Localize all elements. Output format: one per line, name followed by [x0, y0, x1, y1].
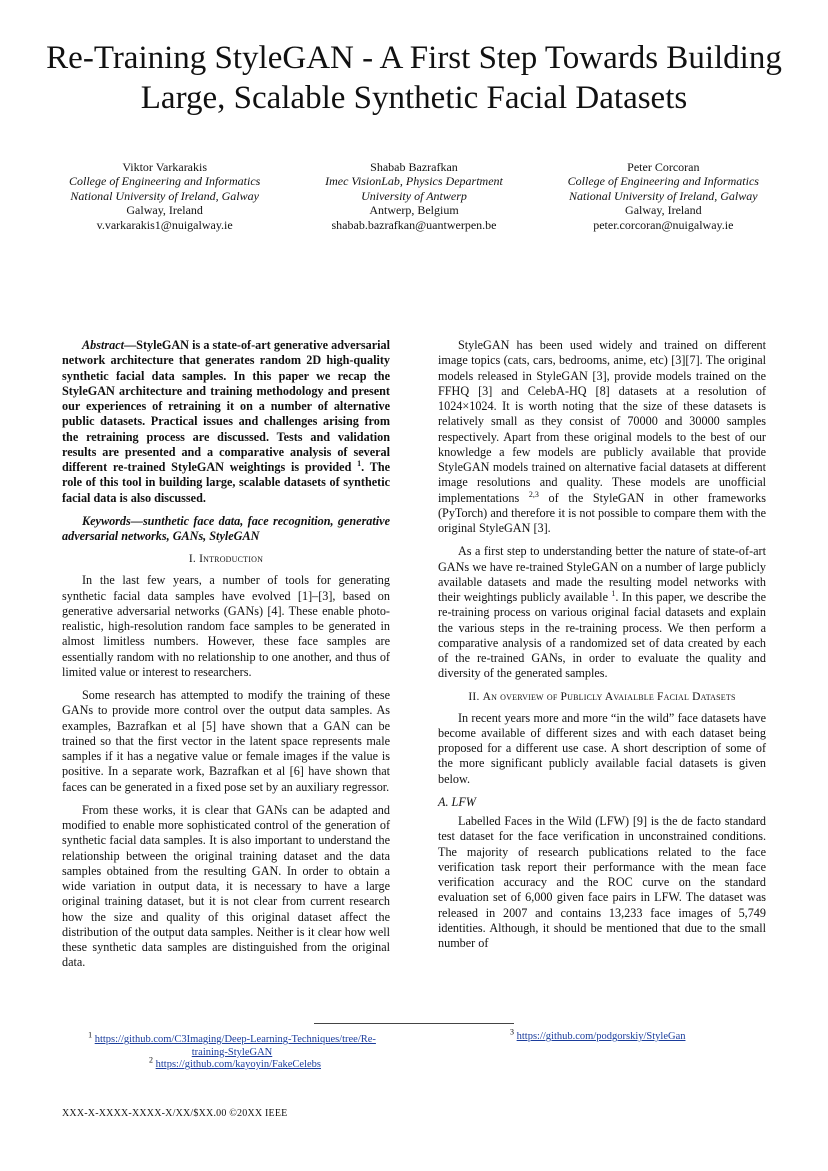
author-affiliation: College of Engineering and Informatics	[567, 174, 759, 189]
section-heading-introduction: I. Introduction	[188, 553, 264, 566]
paragraph: In recent years more and more “in the wild” face datasets have become available of different sizes and with each dataset being proposed for a different use case. A short description of some of the more significant publicly available facial datasets is given below.	[438, 710, 766, 786]
keywords: Keywords—sunthetic face data, face recognition, generative adversarial networks, GANs, StyleGAN	[62, 513, 390, 543]
author-block	[40, 160, 788, 232]
left-column	[62, 338, 390, 971]
author-affiliation: College of Engineering and Informatics	[69, 174, 261, 189]
paragraph: From these works, it is clear that GANs can be adapted and modified to enable more sophisticated control of the generation of synthetic facial data samples. It is also important to understand the relationship between the original training dataset and the data samples obtained from the resulting GAN. In order to obtain a wide variation in output data, it is necessary to have a large original training dataset, but it is not clear from current research how the size and quality of this original dataset affect the distribution of the output data samples. Neither is it clear how well these synthetic data samples are distinguished from the original data.	[62, 802, 390, 970]
author-affiliation: National University of Ireland, Galway	[70, 188, 259, 203]
footnote-1: $^1$ https://github.com/C3Imaging/Deep-Learning-Techniques/tree/Re-training-StyleGAN	[88, 1030, 376, 1058]
author-name: Shabab Bazrafkan	[370, 160, 458, 174]
paragraph: As a first step to understanding better the nature of state-of-art GANs we have re-trained StyleGAN on a number of large publicly available datasets and made the resulting model networks with their weightings publicly available $^1$. In this paper, we describe the re-training process on various original facial datasets and explain the various steps in the re-training process. We then perform a comparative analysis of a randomized set of data created by each of the re-trained GANs, in order to evaluate the quality and diversity of the generated samples.	[438, 544, 766, 681]
author-email: v.varkarakis1@nuigalway.ie	[96, 217, 233, 232]
section-heading-overview: II. An overview of Publicly Avaialble Facial Datasets	[468, 690, 736, 703]
author-3	[539, 160, 788, 232]
footnote-link[interactable]: https://github.com/kayoyin/FakeCelebs	[155, 1059, 321, 1070]
subsection-heading-lfw: A. LFW	[438, 794, 476, 809]
footnote-3: $^3$ https://github.com/podgorskiy/StyleGan	[510, 1027, 686, 1042]
abstract-label: Abstract	[82, 338, 124, 352]
paper-title: Re-Training StyleGAN - A First Step Towards Building Large, Scalable Synthetic Facial Datasets	[46, 40, 782, 116]
author-location: Antwerp, Belgium	[369, 203, 459, 218]
abstract	[62, 338, 390, 506]
author-affiliation: Imec VisionLab, Physics Department	[325, 174, 503, 189]
author-affiliation: National University of Ireland, Galway	[569, 188, 758, 203]
abstract-tail: . The role of this tool in building large, scalable datasets of synthetic facial data is also discussed.	[62, 460, 391, 505]
author-location: Galway, Ireland	[625, 203, 702, 218]
footnote-link[interactable]: https://github.com/podgorskiy/StyleGan	[516, 1031, 686, 1042]
author-name: Viktor Varkarakis	[122, 160, 208, 174]
author-2	[289, 160, 538, 232]
paragraph: Labelled Faces in the Wild (LFW) [9] is the de facto standard test dataset for the face verification in unconstrained conditions. The majority of research publications related to the face verification task report their performance with the mean face verification accuracy and the ROC curve on the standard evaluation set of 6,000 given face pairs in LFW. The dataset was released in 2007 and contains 13,233 face images of 5,749 identities. Although, it should be mentioned that due to the small number of	[438, 814, 766, 950]
copyright-footer: XXX-X-XXXX-XXXX-X/XX/$XX.00 ©20XX IEEE	[62, 1108, 288, 1119]
footnote-ref: 2,3	[528, 489, 539, 499]
paragraph: In the last few years, a number of tools for generating synthetic facial data samples have evolved [1]–[3], based on generative adversarial networks (GANs) [4]. These enable photo-realistic, high-resolution random face samples to be generated in almost limitless numbers. However, these face samples are essentially random with no relationship to one another, and thus of limited value or interest to researchers.	[62, 573, 390, 679]
author-location: Galway, Ireland	[126, 203, 203, 218]
author-email: shabab.bazrafkan@uantwerpen.be	[331, 217, 497, 232]
right-column	[438, 338, 766, 951]
footnote-ref: 1	[357, 458, 362, 468]
paragraph: StyleGAN has been used widely and trained on different image topics (cats, cars, bedrooms, anime, etc) [3][7]. The original models released in StyleGAN [3], provide models trained on the FFHQ [3] and CelebA-HQ [8] datasets at a resolution of 1024×1024. It is worth noting that the size of these datasets is relatively small as they consist of 70000 and 30000 samples respectively. Apart from these original models to the best of our knowledge a few models are publicly available that provide StyleGAN models trained on alternative facial datasets at different image resolutions and quality. These models are unofficial implementations $^{2,3}$ of the StyleGAN in other frameworks (PyTorch) and therefore it is not possible to compare them with the original StyleGAN [3].	[438, 338, 766, 535]
author-email: peter.corcoran@nuigalway.ie	[593, 217, 734, 232]
paragraph: Some research has attempted to modify the training of these GANs to provide more control over the output data samples. As examples, Bazrafkan et al [5] have shown that a GAN can be trained so that the first vector in the latent space represents male samples if it has a negative value or female images if the value is positive. In a separate work, Bazrafkan et al [6] have shown that faces can be generated in a fixed pose set by an auxiliary regressor.	[62, 688, 390, 794]
author-affiliation: University of Antwerp	[361, 188, 467, 203]
footnote-divider	[314, 1023, 514, 1024]
footnote-link[interactable]: https://github.com/C3Imaging/Deep-Learning-Techniques/tree/Re-training-StyleGAN	[94, 1034, 376, 1058]
footnote-ref: 1	[611, 588, 616, 598]
abstract-text: —StyleGAN is a state-of-art generative adversarial network architecture that generates random 2D high-quality synthetic facial data samples. In this paper we recap the StyleGAN architecture and training methodology and present our experiences of retraining it on a number of alternative public datasets. Practical issues and challenges arising from the retraining process are discussed. Tests and validation results are presented and a comparative analysis of several different re-trained StyleGAN weightings is provided	[62, 338, 390, 474]
footnote-2: $^2$ https://github.com/kayoyin/FakeCelebs	[149, 1055, 321, 1070]
author-name: Peter Corcoran	[627, 160, 700, 174]
author-1	[40, 160, 289, 232]
